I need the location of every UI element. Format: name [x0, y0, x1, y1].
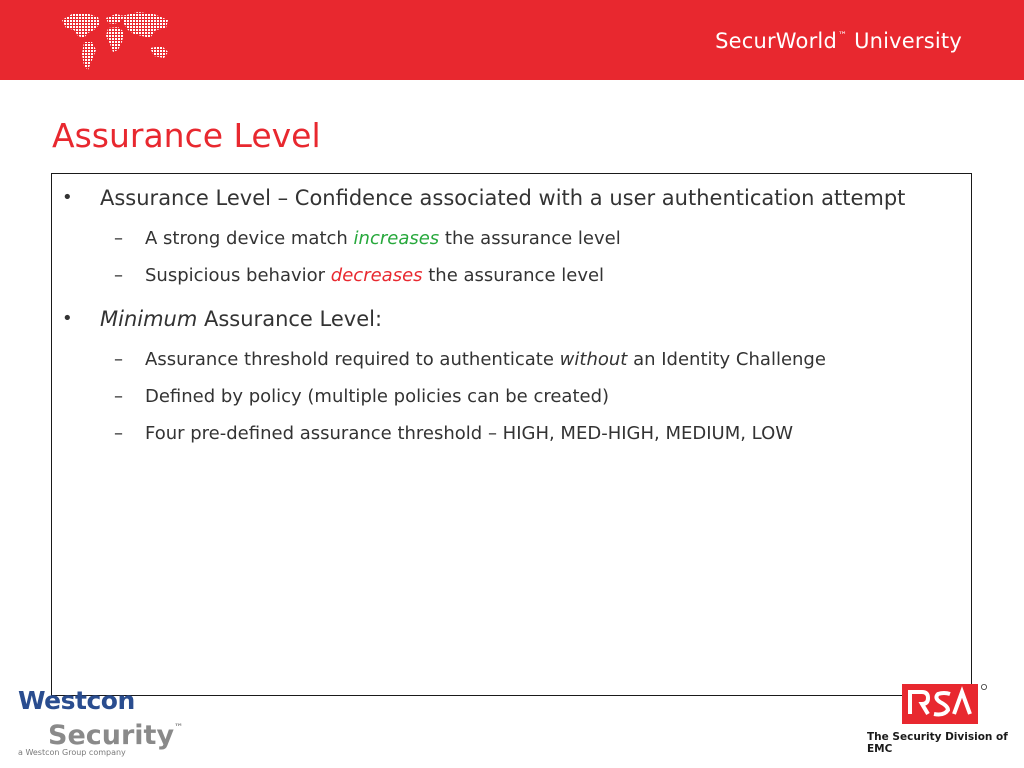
- emphasis-increases: increases: [353, 228, 440, 249]
- sub-list: [100, 220, 971, 294]
- sub-text-tail: an Identity Challenge: [627, 349, 826, 370]
- emphasis-without: without: [559, 349, 628, 370]
- sub-text: A strong device match: [145, 228, 354, 249]
- bullet-item: [52, 302, 971, 452]
- dash-mark: –: [114, 265, 123, 286]
- westcon-logo-line2-text: Security: [48, 720, 175, 751]
- brand-name: SecurWorld: [715, 29, 837, 53]
- westcon-tagline: a Westcon Group company: [18, 748, 126, 757]
- bullet-list: [52, 181, 971, 452]
- sub-list: [100, 341, 971, 452]
- sub-text: Assurance threshold required to authenticate: [145, 349, 560, 370]
- content-box: [51, 173, 972, 696]
- bullet-text: Assurance Level:: [197, 307, 383, 331]
- westcon-logo-line2: [48, 714, 183, 750]
- dash-mark: –: [114, 228, 123, 249]
- slide-title: Assurance Level: [52, 116, 321, 155]
- brand-suffix: University: [847, 29, 962, 53]
- sub-text-tail: the assurance level: [422, 265, 605, 286]
- bullet-mark: •: [62, 308, 73, 329]
- emphasis-decreases: decreases: [330, 265, 423, 286]
- bullet-text: Assurance Level – Confidence associated with a user authentication attempt: [100, 186, 906, 210]
- westcon-logo: [18, 688, 183, 757]
- sub-text-tail: the assurance level: [439, 228, 621, 249]
- brand-title: [715, 29, 962, 53]
- sub-text: Suspicious behavior: [145, 265, 331, 286]
- dash-mark: –: [114, 423, 123, 444]
- sub-bullet-item: [100, 257, 971, 294]
- bullet-item: [52, 181, 971, 294]
- dash-mark: –: [114, 386, 123, 407]
- sub-bullet-item: [100, 415, 971, 452]
- sub-bullet-item: [100, 341, 971, 378]
- sub-text: Four pre-defined assurance threshold – HIGH, MED-HIGH, MEDIUM, LOW: [145, 423, 794, 444]
- rsa-logo: [898, 684, 988, 728]
- dash-mark: –: [114, 349, 123, 370]
- westcon-logo-line1: Westcon: [18, 686, 135, 715]
- bullet-mark: •: [62, 187, 73, 208]
- header-bar: [0, 0, 1024, 80]
- brand-trademark: ™: [837, 31, 848, 41]
- westcon-trademark: ™: [174, 723, 184, 733]
- emphasis-minimum: Minimum: [100, 307, 198, 331]
- world-map-icon: [58, 8, 174, 74]
- sub-text: Defined by policy (multiple policies can be created): [145, 386, 610, 407]
- sub-bullet-item: [100, 378, 971, 415]
- sub-bullet-item: [100, 220, 971, 257]
- rsa-tagline: The Security Division of EMC: [867, 731, 1008, 755]
